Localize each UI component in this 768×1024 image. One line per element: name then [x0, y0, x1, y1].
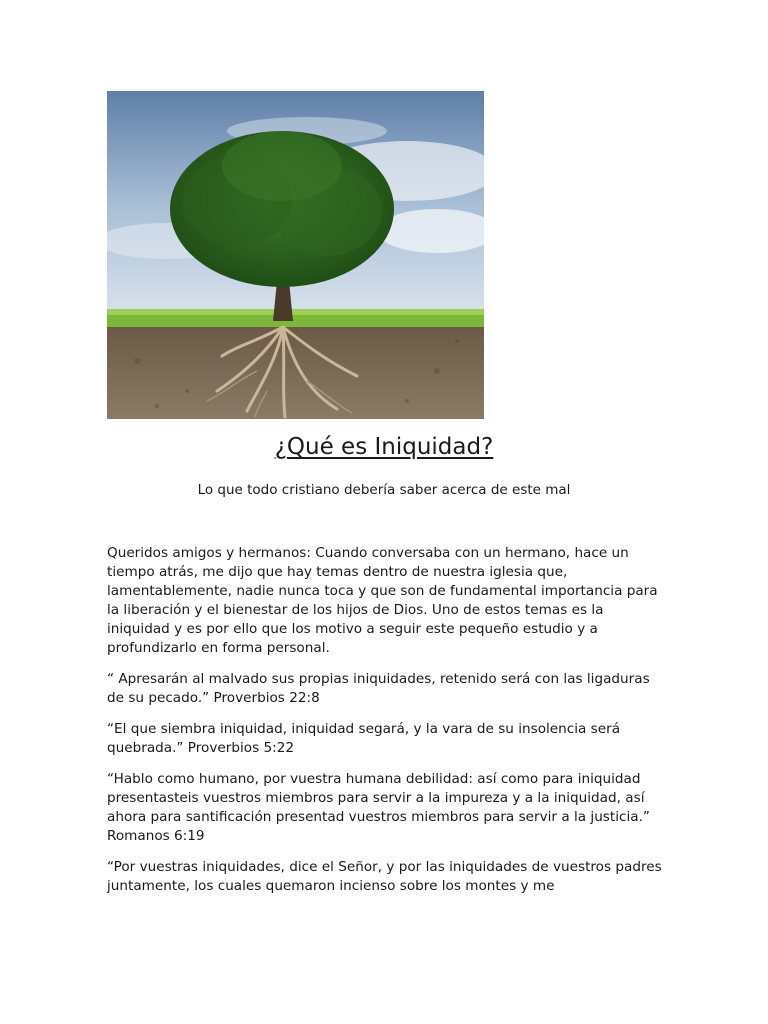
document-subtitle: Lo que todo cristiano debería saber acerca de este mal — [197, 482, 571, 498]
document-title: ¿Qué es Iniquidad? — [274, 434, 494, 460]
tree-roots-image — [107, 91, 484, 419]
document-body — [107, 544, 667, 908]
quote-paragraph: “Hablo como humano, por vuestra humana debilidad: así como para iniquidad presentasteis vuestros miembros para servir a la impureza y a la iniquidad, así ahora para santificación presentad vuestros miembros para servir a la justicia.” Romanos 6:19 — [107, 771, 650, 844]
intro-paragraph: Queridos amigos y hermanos: Cuando conversaba con un hermano, hace un tiempo atrás, me dijo que hay temas dentro de nuestra iglesia que, lamentablemente, nadie nunca toca y que son de fundamental importancia para la liberación y el bienestar de los hijos de Dios. Uno de estos temas es la iniquidad y es por ello que los motivo a seguir este pequeño estudio y a profundizarlo en forma personal. — [107, 545, 658, 656]
quote-paragraph: “Por vuestras iniquidades, dice el Señor, y por las iniquidades de vuestros padres juntamente, los cuales quemaron incienso sobre los montes y me — [107, 859, 662, 894]
quote-paragraph: “ Apresarán al malvado sus propias iniquidades, retenido será con las ligaduras de su pecado.” Proverbios 22:8 — [107, 671, 650, 706]
quote-paragraph: “El que siembra iniquidad, iniquidad segará, y la vara de su insolencia será quebrada.” Proverbios 5:22 — [107, 721, 621, 756]
